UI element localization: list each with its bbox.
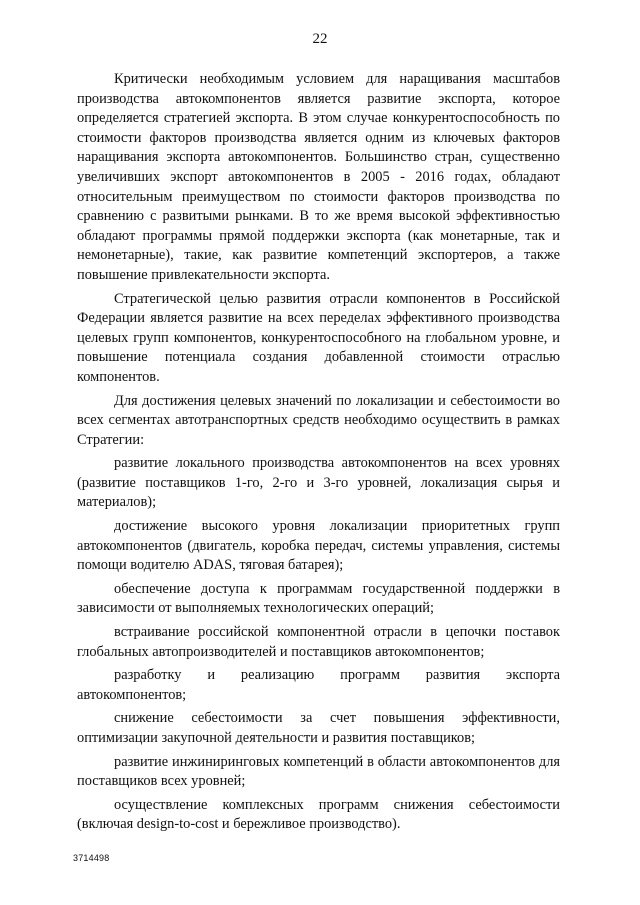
paragraph-export-conditions: Критически необходимым условием для наращивания масштабов производства автокомпонентов является развитие экспорта, которое определяется стратегией экспорта. В этом случае конкурентоспособность по стоимости факторов производства является одним из ключевых факторов наращивания экспорта автокомпонентов. Большинство стран, существенно увеличивших экспорт автокомпонентов в 2005 - 2016 годах, обладают относительным преимуществом по стоимости факторов производства по сравнению с развитыми рынками. В то же время высокой эффективностью обладают программы прямой поддержки экспорта (как монетарные, так и немонетарные), такие, как развитие компетенций экспортеров, а также повышение привлекательности экспорта.	[77, 71, 560, 283]
paragraph-targets-intro: Для достижения целевых значений по локализации и себестоимости во всех сегментах автотранспортных средств необходимо осуществить в рамках Стратегии:	[77, 392, 560, 448]
list-item-cost-programs: осуществление комплексных программ снижения себестоимости (включая design-to-cost и бережливое производство).	[77, 796, 560, 833]
page-number: 22	[312, 31, 328, 47]
paragraph-strategic-goal: Стратегической целью развития отрасли компонентов в Российской Федерации является развитие на всех переделах эффективного производства целевых групп компонентов, конкурентоспособного на глобальном уровне, и повышение потенциала создания добавленной стоимости отраслью компонентов.	[77, 290, 560, 385]
document-code: 3714498	[73, 853, 110, 863]
list-item-engineering: развитие инжиниринговых компетенций в области автокомпонентов для поставщиков всех уровней;	[77, 753, 560, 790]
document-body	[77, 70, 560, 839]
list-item-cost-reduction: снижение себестоимости за счет повышения эффективности, оптимизации закупочной деятельности и развития поставщиков;	[77, 710, 560, 746]
list-item-export-programs: разработку и реализацию программ развития экспорта автокомпонентов;	[77, 667, 560, 703]
list-item-local-production: развитие локального производства автокомпонентов на всех уровнях (развитие поставщиков 1-го, 2-го и 3-го уровней, локализация сырья и материалов);	[77, 455, 560, 511]
list-item-supply-chains: встраивание российской компонентной отрасли в цепочки поставок глобальных автопроизводителей и поставщиков автокомпонентов;	[77, 624, 560, 660]
list-item-support-access: обеспечение доступа к программам государственной поддержки в зависимости от выполняемых технологических операций;	[77, 580, 560, 617]
list-item-localization-priority: достижение высокого уровня локализации приоритетных групп автокомпонентов (двигатель, коробка передач, системы управления, системы помощи водителю ADAS, тяговая батарея);	[77, 518, 560, 574]
